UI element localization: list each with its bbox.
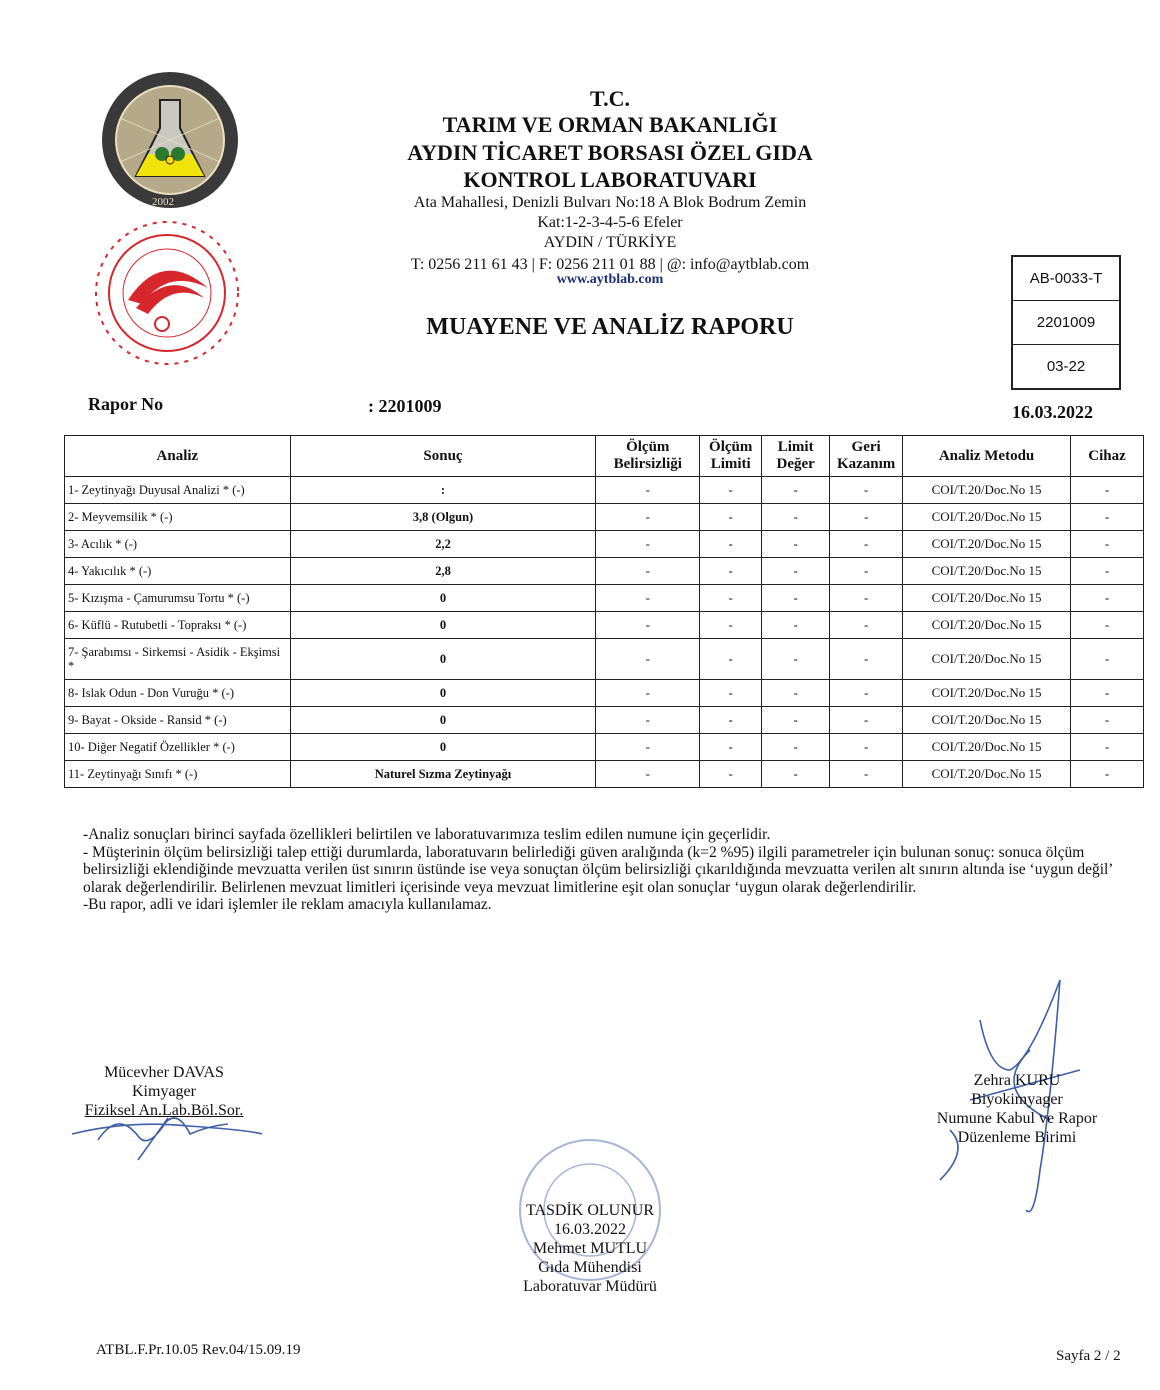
col-sonuc: Sonuç	[290, 436, 596, 477]
header-address2: Kat:1-2-3-4-5-6 Efeler	[537, 214, 683, 231]
note: -Bu rapor, adli ve idari işlemler ile reklam amacıyla kullanılamaz.	[83, 896, 492, 913]
signer-role: Laboratuvar Müdürü	[523, 1278, 657, 1295]
col-olcum-limiti: Ölçüm Limiti	[700, 436, 762, 477]
signer-title: Biyokimyager	[971, 1091, 1063, 1108]
report-no-label: Rapor No	[88, 394, 164, 414]
lab-logo-year: 2002	[152, 196, 174, 208]
signer-name: Mücevher DAVAS	[104, 1064, 224, 1081]
header-contact: T: 0256 211 61 43 | F: 0256 211 01 88 | @: info@aytblab.com	[410, 256, 810, 273]
signature-left-scribble-icon	[68, 1100, 268, 1170]
table-row: 8- Islak Odun - Don Vuruğu * (-) 0 - - - - COI/T.20/Doc.No 15 -	[65, 680, 1144, 707]
col-analiz: Analiz	[65, 436, 291, 477]
signer-title: Gıda Mühendisi	[538, 1259, 642, 1276]
table-row: 9- Bayat - Okside - Ransid * (-) 0 - - - - COI/T.20/Doc.No 15 -	[65, 707, 1144, 734]
approval-text: TASDİK OLUNUR	[525, 1202, 655, 1219]
table-header-row	[65, 436, 1144, 477]
report-notes	[83, 826, 1145, 914]
doc-code: AB-0033-T	[1013, 257, 1119, 301]
table-row: 2- Meyvemsilik * (-) 3,8 (Olgun) - - - - COI/T.20/Doc.No 15 -	[65, 504, 1144, 531]
page-number: Sayfa 2 / 2	[1056, 1348, 1121, 1364]
approval-date: 16.03.2022	[554, 1221, 626, 1238]
col-cihaz: Cihaz	[1071, 436, 1144, 477]
col-limit-deger: Limit Değer	[762, 436, 830, 477]
table-row: 6- Küflü - Rutubetli - Topraksı * (-) 0 - - - - COI/T.20/Doc.No 15 -	[65, 612, 1144, 639]
header-address1: Ata Mahallesi, Denizli Bulvarı No:18 A Blok Bodrum Zemin	[413, 194, 807, 211]
table-row: 10- Diğer Negatif Özellikler * (-) 0 - - - - COI/T.20/Doc.No 15 -	[65, 734, 1144, 761]
note: -Analiz sonuçları birinci sayfada özellikleri belirtilen ve laboratuvarımıza teslim edilen numune için geçerlidir.	[83, 826, 771, 843]
results-table	[64, 435, 1144, 788]
header-lab-line2: KONTROL LABORATUVARI	[463, 167, 757, 192]
col-olcum-belirsizligi: Ölçüm Belirsizliği	[596, 436, 700, 477]
signer-dept: Numune Kabul ve Rapor	[936, 1110, 1098, 1127]
report-no-value: : 2201009	[368, 396, 442, 416]
signature-center	[470, 1201, 710, 1296]
header-address3: AYDIN / TÜRKİYE	[543, 234, 677, 251]
note: - Müşterinin ölçüm belirsizliği talep ettiği durumlarda, laboratuvarın belirlediği güven aralığında (k=2 %95) ilgili parametreler için bulunan sonuç: sonuca ölçüm belirsizliği eklendiğinde mevzuatta verilen üst sınırın üstünde ise veya sonuçtan ölçüm belirsizliği çıkarıldığında mevzuatta verilen alt sınırın altında ise ‘uygun değil’ olarak değerlendirilir. Belirlenen mevzuat limitleri içerisinde veya mevzuat limitlerine eşit olan sonuçlar ‘uygun olarak değerlendirilir.	[83, 843, 1113, 896]
table-row: 7- Şarabımsı - Sirkemsi - Asidik - Ekşimsi * 0 - - - - COI/T.20/Doc.No 15 -	[65, 639, 1144, 680]
header-tc: T.C.	[590, 86, 630, 111]
header-ministry: TARIM VE ORMAN BAKANLIĞI	[442, 112, 778, 137]
signer-name: Zehra KURU	[973, 1072, 1061, 1089]
lab-logo	[100, 68, 240, 213]
table-row: 5- Kızışma - Çamurumsu Tortu * (-) 0 - - - - COI/T.20/Doc.No 15 -	[65, 585, 1144, 612]
table-row: 3- Acılık * (-) 2,2 - - - - COI/T.20/Doc.No 15 -	[65, 531, 1144, 558]
signer-dept: Fiziksel An.Lab.Böl.Sor.	[84, 1102, 244, 1119]
doc-number: 2201009	[1013, 301, 1119, 345]
document-code-box	[1011, 255, 1121, 390]
header-lab-line1: AYDIN TİCARET BORSASI ÖZEL GIDA	[407, 140, 813, 165]
report-date: 16.03.2022	[1012, 402, 1093, 422]
col-metod: Analiz Metodu	[903, 436, 1071, 477]
doc-rev: 03-22	[1046, 358, 1086, 375]
header-website[interactable]: www.aytblab.com	[556, 272, 664, 287]
table-row: 4- Yakıcılık * (-) 2,8 - - - - COI/T.20/Doc.No 15 -	[65, 558, 1144, 585]
signer-name: Mehmet MUTLU	[532, 1240, 648, 1257]
ministry-logo	[92, 218, 242, 368]
report-title: MUAYENE VE ANALİZ RAPORU	[426, 314, 794, 340]
signature-right	[912, 1071, 1122, 1147]
col-geri-kazanim: Geri Kazanım	[830, 436, 903, 477]
signer-title: Kimyager	[132, 1083, 196, 1100]
signer-dept: Düzenleme Birimi	[957, 1129, 1077, 1146]
form-code: ATBL.F.Pr.10.05 Rev.04/15.09.19	[96, 1342, 301, 1358]
table-row: 1- Zeytinyağı Duyusal Analizi * (-) : - - - - COI/T.20/Doc.No 15 -	[65, 477, 1144, 504]
table-row: 11- Zeytinyağı Sınıfı * (-) Naturel Sızma Zeytinyağı - - - - COI/T.20/Doc.No 15 -	[65, 761, 1144, 788]
